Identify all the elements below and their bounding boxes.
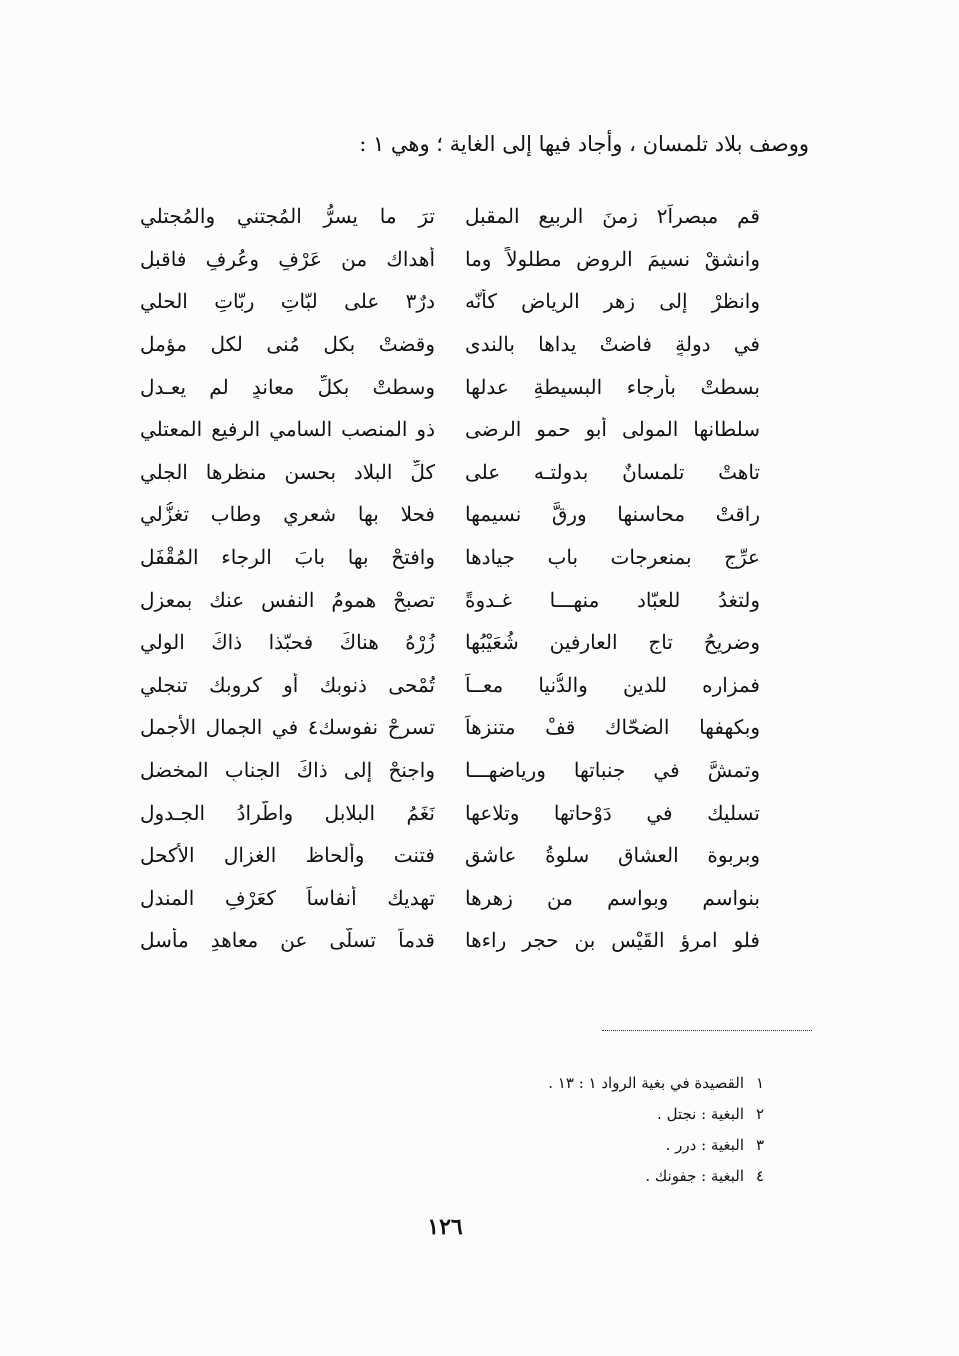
- hemistich-right: قم مبصراً٢ زمنَ الربيع المقبلِ: [465, 204, 760, 229]
- hemistich-right: راقتْ محاسنها ورقَّ نسيمها: [465, 502, 760, 527]
- footnote: [364, 1161, 764, 1192]
- hemistich-left: زُرْهُ هناكَ فحبّذا ذاكَ الولي: [140, 630, 435, 655]
- footnote-number: ٢: [755, 1105, 764, 1123]
- verse: [140, 280, 760, 323]
- verse: [140, 749, 760, 792]
- hemistich-right: ولتغدُ للعبّاد منهـــا غـدوةً: [465, 587, 760, 612]
- footnote-number: ١: [755, 1074, 764, 1092]
- hemistich-right: وتمشَّ في جنباتها ورياضهـــا: [465, 758, 760, 783]
- footnote-text: البغية : درر .: [665, 1136, 744, 1154]
- page-number: ١٢٦: [427, 1214, 463, 1240]
- hemistich-left: أهداك من عَرْفٍ وعُرفٍ فاقبلِ: [140, 246, 435, 271]
- hemistich-left: ذو المنصب السامي الرفيع المعتلي: [140, 417, 435, 442]
- verse: [140, 706, 760, 749]
- hemistich-right: سلطانها المولى أبو حمو الرضى: [465, 417, 760, 442]
- footnote: [364, 1068, 764, 1099]
- footnote: [364, 1099, 764, 1130]
- hemistich-left: كلِّ البلاد بحسنِ منظرها الجلي: [140, 459, 435, 484]
- footnote-number: ٣: [755, 1136, 764, 1154]
- footnote-text: البغية : جفونك .: [645, 1167, 744, 1185]
- hemistich-left: ترَ ما يسرُّ المُجتني والمُجتلي: [140, 204, 435, 229]
- hemistich-right: فمزاره للدين والدُّنيا معــاً: [465, 672, 760, 697]
- footnote: [364, 1130, 764, 1161]
- hemistich-left: درٌ٣ على لبّاتِ ربّاتِ الحلي: [140, 289, 435, 314]
- hemistich-left: فتنت وألحاظ الغزال الأكحل: [140, 843, 435, 868]
- hemistich-right: وبربوة العشاقِ سلوةُ عاشقٍ: [465, 843, 760, 868]
- verse: [140, 365, 760, 408]
- verse: [140, 919, 760, 962]
- hemistich-right: وانظرْ إلى زهرِ الرياضِ كأنّه: [465, 289, 760, 314]
- hemistich-left: وافتحْ بها بابَ الرجاء المُقْفَلِ: [140, 545, 435, 570]
- hemistich-right: وانشقْ نسيمَ الروضِ مطلولاً وما: [465, 246, 760, 271]
- poem: [140, 195, 760, 962]
- verse: [140, 664, 760, 707]
- hemistich-left: تهديك أنفاساً كعَرْفِ المندل: [140, 885, 435, 910]
- verse: [140, 578, 760, 621]
- hemistich-left: نَغَمُ البلابلِ واطّرادُ الجـدول: [140, 800, 435, 825]
- footnote-separator: [602, 1030, 812, 1031]
- footnote-text: القصيدة في بغية الرواد ١ : ١٣ .: [548, 1074, 744, 1092]
- hemistich-left: فحلا بها شعري وطاب تغزُّلي: [140, 502, 435, 527]
- verse: [140, 323, 760, 366]
- hemistich-right: بسطتْ بأرجاء البسيطةِ عدلها: [465, 374, 760, 399]
- hemistich-left: قدماً تسلّى عن معاهدِ مأسل: [140, 928, 435, 953]
- verse: [140, 834, 760, 877]
- hemistich-right: تسليك في دَوْحاتها وتلاعها: [465, 800, 760, 825]
- verse: [140, 493, 760, 536]
- hemistich-left: وقضتْ بكلِ مُنى لكلِ مؤمل: [140, 332, 435, 357]
- footnotes: [364, 1068, 764, 1192]
- hemistich-left: وسطتْ بكلِّ معاندٍ لم يعـدل: [140, 374, 435, 399]
- verse: [140, 238, 760, 281]
- hemistich-left: تصبحْ همومُ النفسِ عنك بمعزل: [140, 587, 435, 612]
- verse: [140, 791, 760, 834]
- hemistich-right: وضريحُ تاجِ العارفين شُعَيْبُها: [465, 630, 760, 655]
- hemistich-left: تسرحْ نفوسك٤ في الجمال الأجمل: [140, 715, 435, 740]
- hemistich-right: وبكهفها الضحّاك قفْ متنزهاً: [465, 715, 760, 740]
- verse: [140, 408, 760, 451]
- footnote-number: ٤: [755, 1167, 764, 1185]
- verse: [140, 621, 760, 664]
- hemistich-right: فلو امرؤ القَيْس بن حجر راءها: [465, 928, 760, 953]
- verse: [140, 195, 760, 238]
- verse: [140, 536, 760, 579]
- hemistich-right: عرِّج بمنعرجات بابِ جيادها: [465, 545, 760, 570]
- intro-line: ووصف بلاد تلمسان ، وأجاد فيها إلى الغاية ؛ وهي ١ :: [359, 132, 809, 156]
- hemistich-left: تُمْحى ذنوبك أو كروبك تنجلي: [140, 672, 435, 697]
- hemistich-right: تاهتْ تلمسانٌ بدولتـه على: [465, 459, 760, 484]
- hemistich-right: بنواسمٍ وبواسم من زهرها: [465, 885, 760, 910]
- verse: [140, 451, 760, 494]
- verse: [140, 877, 760, 920]
- hemistich-right: في دولةٍ فاضتْ يداها بالندى: [465, 332, 760, 357]
- footnote-text: البغية : نجتل .: [657, 1105, 744, 1123]
- hemistich-left: واجنحْ إلى ذاكَ الجنابِ المخضل: [140, 758, 435, 783]
